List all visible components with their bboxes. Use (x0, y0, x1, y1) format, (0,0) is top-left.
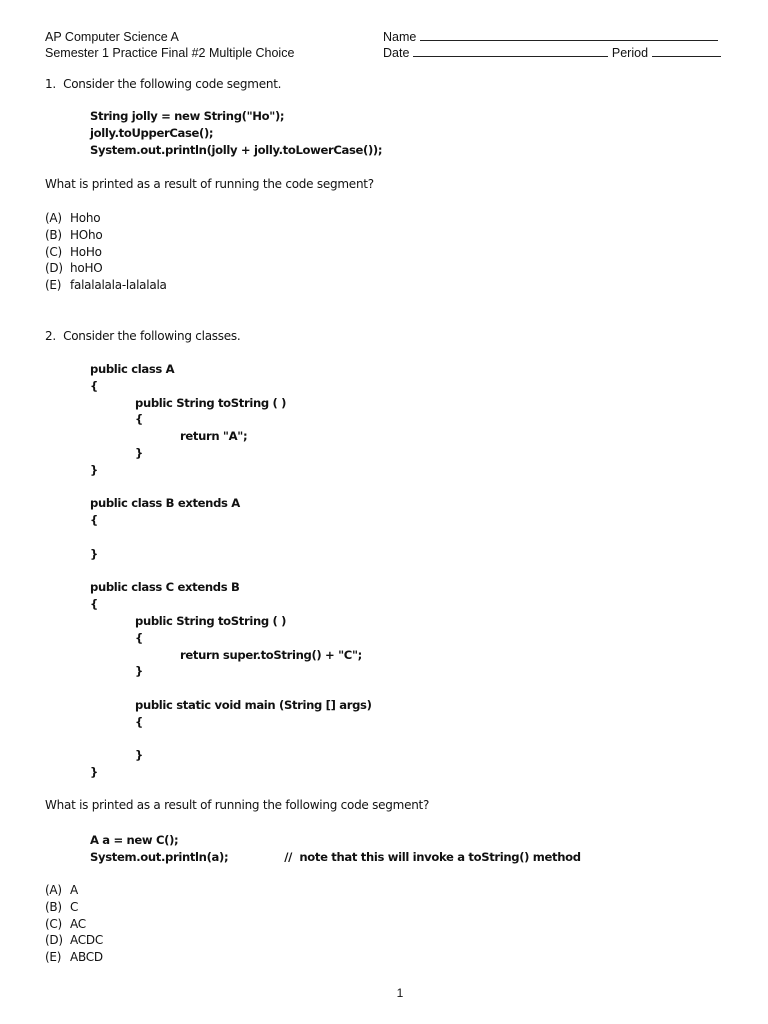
code-line: { (90, 378, 98, 393)
header-left (45, 29, 294, 61)
blank-line (45, 479, 735, 496)
q2-segment (45, 832, 735, 866)
option-label: (E) (45, 278, 62, 293)
segment-call: System.out.println(a); (90, 849, 229, 864)
name-field[interactable] (420, 29, 718, 41)
blank-line (45, 731, 735, 748)
code-line: } (135, 664, 143, 679)
q1-code (45, 108, 735, 158)
option-text: falalalala-lalalala (70, 278, 167, 293)
q1-option-a[interactable] (45, 210, 735, 227)
option-text: A (70, 883, 78, 897)
date-field[interactable] (413, 45, 608, 57)
option-text: HOho (70, 227, 103, 242)
code-line: } (90, 462, 98, 477)
exam-title: Semester 1 Practice Final #2 Multiple Choice (45, 46, 295, 60)
q2-option-a[interactable] (45, 882, 735, 899)
code-line: public class C extends B (90, 580, 240, 595)
course-title: AP Computer Science A (45, 30, 179, 44)
option-text: hoHO (70, 261, 103, 276)
option-text: C (70, 899, 79, 914)
code-line: public String toString ( ) (135, 395, 287, 410)
code-line: } (135, 748, 143, 763)
q1-option-d[interactable] (45, 260, 735, 277)
option-label: (D) (45, 261, 63, 276)
q2-question-text: What is printed as a result of running the following code segment? (45, 798, 430, 812)
code-line: public class A (90, 362, 175, 376)
period-label: Period (611, 46, 649, 60)
q1-options (45, 210, 735, 294)
header-right (383, 29, 721, 61)
code-line: } (135, 445, 143, 460)
q1-option-c[interactable] (45, 244, 735, 261)
option-text: ABCD (70, 950, 103, 965)
option-label: (B) (45, 227, 62, 242)
option-text: Hoho (70, 211, 101, 225)
q2-prompt: 2. Consider the following classes. (45, 329, 241, 343)
blank-line (45, 563, 735, 580)
code-line: { (90, 513, 98, 528)
code-line: String jolly = new String("Ho"); (90, 109, 285, 123)
option-label: (A) (45, 211, 62, 225)
q2-option-d[interactable] (45, 932, 735, 949)
page-number: 1 (396, 986, 404, 1000)
option-text: ACDC (70, 933, 103, 948)
code-line: } (90, 546, 98, 561)
date-period-row (383, 45, 721, 61)
option-label: (D) (45, 933, 63, 948)
code-line: { (90, 597, 98, 612)
option-label: (C) (45, 916, 62, 931)
code-line: A a = new C(); (90, 833, 179, 847)
q1-question-text: What is printed as a result of running the code segment? (45, 177, 374, 191)
question-1 (45, 76, 735, 93)
q1-option-e[interactable] (45, 277, 735, 294)
q2-option-b[interactable] (45, 899, 735, 916)
code-line: public class B extends A (90, 496, 240, 511)
q1-prompt: 1. Consider the following code segment. (45, 77, 282, 91)
q1-question (45, 176, 735, 193)
q1-option-b[interactable] (45, 227, 735, 244)
code-line: public String toString ( ) (135, 613, 287, 628)
option-label: (A) (45, 883, 62, 897)
code-line: public static void main (String [] args) (135, 697, 372, 712)
q2-question (45, 797, 735, 814)
q2-option-e[interactable] (45, 949, 735, 966)
blank-line (45, 529, 735, 546)
date-label: Date (383, 46, 410, 60)
name-row (383, 29, 721, 45)
option-text: AC (70, 916, 86, 931)
option-label: (C) (45, 244, 62, 259)
code-line: return super.toString() + "C"; (180, 647, 362, 662)
q2-option-c[interactable] (45, 916, 735, 933)
code-line: { (135, 630, 143, 645)
code-line: System.out.println(jolly + jolly.toLowerCase()); (90, 142, 383, 157)
code-line: jolly.toUpperCase(); (90, 125, 214, 140)
q2-options (45, 882, 735, 966)
option-label: (E) (45, 950, 62, 965)
code-line: { (135, 412, 143, 427)
option-label: (B) (45, 899, 62, 914)
blank-line (45, 680, 735, 697)
period-field[interactable] (652, 45, 721, 57)
segment-comment: // note that this will invoke a toString() method (284, 849, 581, 864)
code-line (45, 849, 735, 866)
code-line: { (135, 714, 143, 729)
code-line: return "A"; (180, 429, 248, 444)
name-label: Name (383, 30, 417, 44)
option-text: HoHo (70, 244, 102, 259)
q2-code (45, 361, 735, 781)
question-2 (45, 328, 735, 345)
code-line: } (90, 765, 98, 780)
